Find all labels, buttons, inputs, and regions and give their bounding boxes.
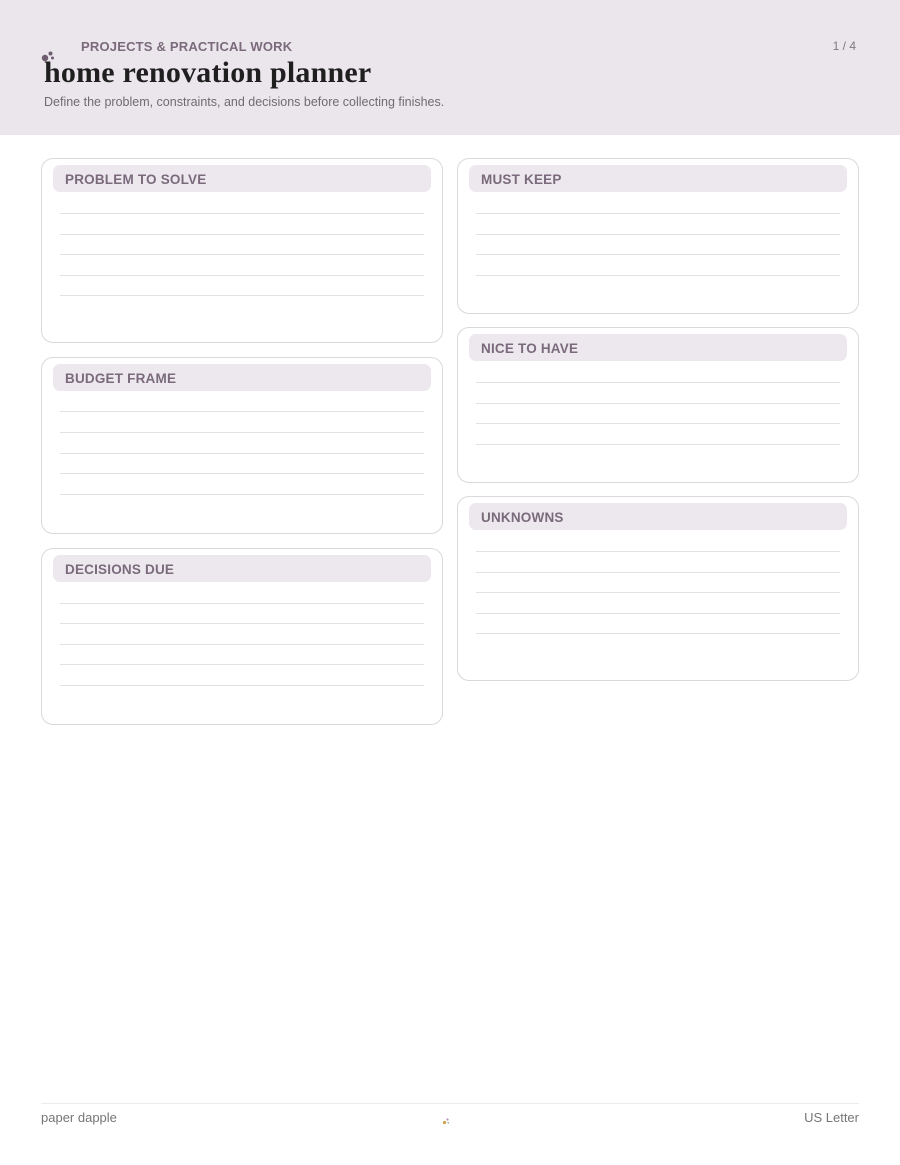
writing-line[interactable]: [60, 411, 424, 412]
writing-line[interactable]: [60, 295, 424, 296]
writing-line[interactable]: [476, 213, 840, 214]
writing-line[interactable]: [60, 275, 424, 276]
category-label: PROJECTS & PRACTICAL WORK: [81, 39, 293, 54]
section-header: [469, 503, 847, 530]
writing-line[interactable]: [476, 234, 840, 235]
section-title: BUDGET FRAME: [65, 371, 177, 386]
nice-to-have-section: [457, 327, 859, 483]
footer-paper-size: US Letter: [804, 1110, 859, 1125]
budget-frame-section: [41, 357, 443, 534]
writing-line[interactable]: [476, 633, 840, 634]
writing-line[interactable]: [60, 254, 424, 255]
writing-line[interactable]: [476, 592, 840, 593]
writing-line[interactable]: [60, 623, 424, 624]
must-keep-section: [457, 158, 859, 314]
writing-line[interactable]: [60, 432, 424, 433]
section-title: MUST KEEP: [481, 172, 562, 187]
page-title: home renovation planner: [44, 56, 372, 89]
footer-brand: paper dapple: [41, 1110, 117, 1125]
writing-line[interactable]: [60, 453, 424, 454]
writing-line[interactable]: [60, 685, 424, 686]
writing-line[interactable]: [60, 473, 424, 474]
writing-line[interactable]: [60, 213, 424, 214]
writing-line[interactable]: [60, 644, 424, 645]
writing-line[interactable]: [476, 572, 840, 573]
writing-line[interactable]: [60, 664, 424, 665]
writing-line[interactable]: [476, 444, 840, 445]
writing-line[interactable]: [60, 603, 424, 604]
writing-line[interactable]: [60, 234, 424, 235]
page-indicator: 1 / 4: [832, 39, 856, 53]
writing-line[interactable]: [476, 613, 840, 614]
section-title: NICE TO HAVE: [481, 341, 579, 356]
unknowns-section: [457, 496, 859, 681]
section-title: UNKNOWNS: [481, 510, 564, 525]
writing-line[interactable]: [476, 275, 840, 276]
writing-line[interactable]: [60, 494, 424, 495]
page-header: [0, 0, 900, 135]
section-header: [469, 334, 847, 361]
section-header: [53, 555, 431, 582]
section-title: PROBLEM TO SOLVE: [65, 172, 207, 187]
section-header: [53, 364, 431, 391]
writing-line[interactable]: [476, 551, 840, 552]
problem-to-solve-section: [41, 158, 443, 343]
writing-line[interactable]: [476, 382, 840, 383]
dapple-mark-icon: [441, 1116, 451, 1126]
decisions-due-section: [41, 548, 443, 725]
footer-divider: [41, 1103, 859, 1104]
section-header: [469, 165, 847, 192]
page-subtitle: Define the problem, constraints, and decisions before collecting finishes.: [44, 95, 445, 109]
section-header: [53, 165, 431, 192]
writing-line[interactable]: [476, 423, 840, 424]
writing-line[interactable]: [476, 254, 840, 255]
writing-line[interactable]: [476, 403, 840, 404]
section-title: DECISIONS DUE: [65, 562, 175, 577]
